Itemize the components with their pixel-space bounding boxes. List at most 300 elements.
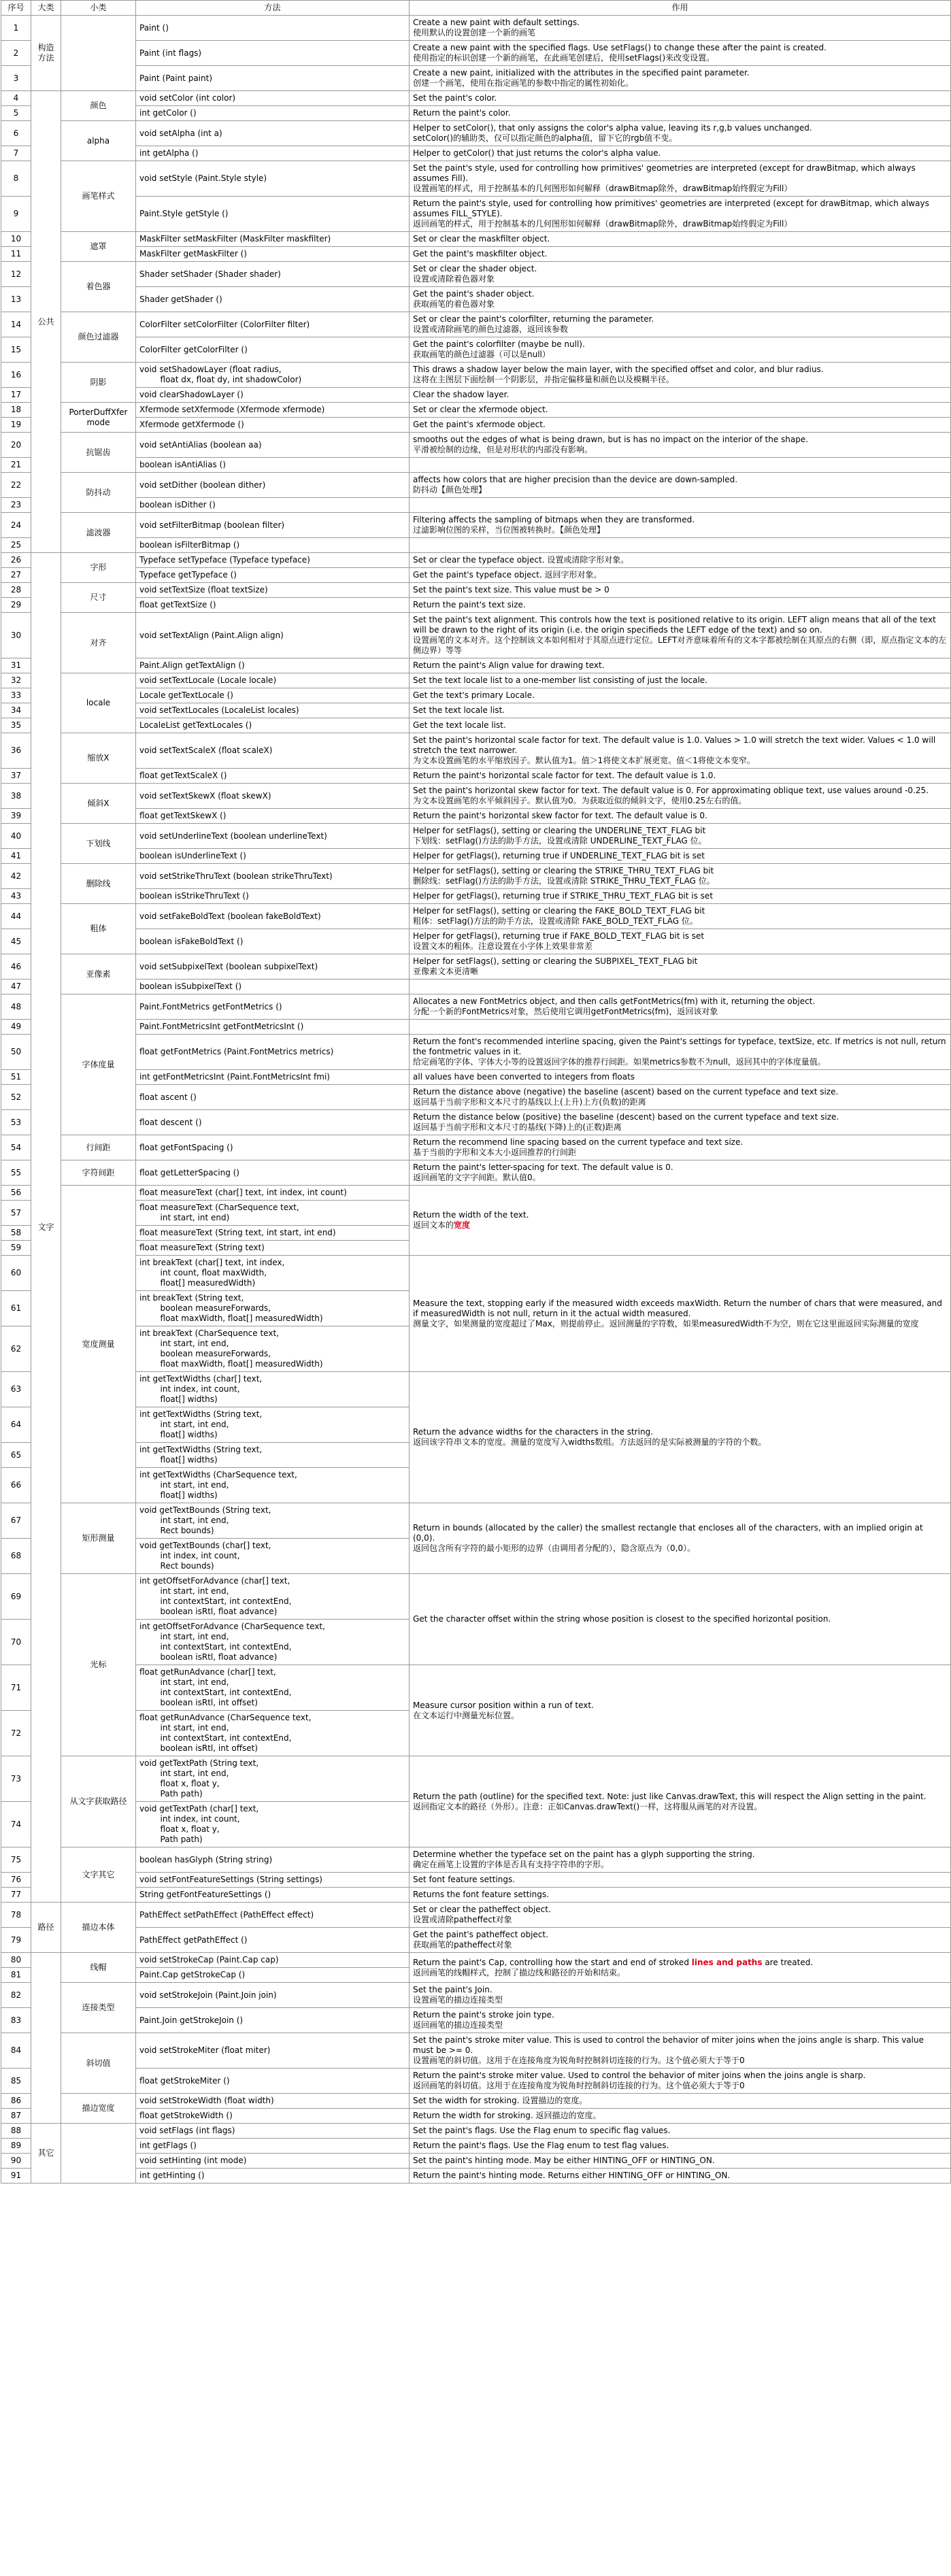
row-number: 60 — [1, 1256, 31, 1291]
row-number: 17 — [1, 388, 31, 403]
row-number: 38 — [1, 784, 31, 809]
table-row — [1, 458, 951, 473]
table-row — [1, 718, 951, 733]
method-signature: void setFlags (int flags) — [136, 2124, 410, 2139]
method-signature: float getStrokeMiter () — [136, 2069, 410, 2094]
subcategory-cell: 字体度量 — [61, 994, 136, 1135]
paint-api-table — [1, 0, 950, 2184]
row-number: 4 — [1, 91, 31, 106]
table-row — [1, 2094, 951, 2109]
row-number: 34 — [1, 703, 31, 718]
table-row — [1, 1953, 951, 1968]
method-signature: float ascent () — [136, 1085, 410, 1110]
method-signature: void getTextPath (String text, int start, int end, float x, float y, Path path) — [136, 1756, 410, 1802]
description-text: Return the width of the text. 返回文本的 — [413, 1210, 529, 1230]
table-row — [1, 2069, 951, 2094]
row-number: 63 — [1, 1372, 31, 1407]
row-number: 70 — [1, 1620, 31, 1665]
table-row — [1, 1110, 951, 1135]
method-signature: int getColor () — [136, 106, 410, 121]
description-cell — [410, 1953, 951, 1983]
description-cell — [410, 1020, 951, 1035]
highlighted-text: 宽度 — [454, 1220, 471, 1230]
description-cell: Helper for setFlags(), setting or clearing the STRIKE_THRU_TEXT_FLAG bit 删除线：setFlag()方法的助手方法，设置或清除 STRIKE_THRU_TEXT_FLAG 位。 — [410, 864, 951, 889]
subcategory-cell: 斜切值 — [61, 2033, 136, 2094]
subcategory-cell: 滤波器 — [61, 513, 136, 553]
method-signature: Locale getTextLocale () — [136, 688, 410, 703]
method-signature: int getTextWidths (CharSequence text, int start, int end, float[] widths) — [136, 1468, 410, 1503]
description-cell: Helper for setFlags(), setting or clearing the SUBPIXEL_TEXT_FLAG bit 亚像素文本更清晰 — [410, 954, 951, 980]
method-signature: void setStrokeCap (Paint.Cap cap) — [136, 1953, 410, 1968]
subcategory-cell: 从文字获取路径 — [61, 1756, 136, 1847]
description-cell: Create a new paint, initialized with the attributes in the specified paint parameter. 创建一个画笔，使用在指定画笔的参数中指定的属性初始化。 — [410, 66, 951, 91]
row-number: 78 — [1, 1903, 31, 1928]
table-row — [1, 247, 951, 262]
table-row — [1, 106, 951, 121]
description-cell: Return the paint's horizontal skew factor for text. The default value is 0. — [410, 809, 951, 824]
description-cell: Set the text locale list to a one-member list consisting of just the locale. — [410, 673, 951, 688]
description-cell: Filtering affects the sampling of bitmaps when they are transformed. 过滤影响位图的采样，当位图被转换时。【颜色处理】 — [410, 513, 951, 538]
table-row — [1, 1756, 951, 1802]
description-cell: Create a new paint with the specified flags. Use setFlags() to change these after the paint is created. 使用指定的标识创建一个新的画笔，在此画笔创建后，使用setFlags()来改变设置。 — [410, 41, 951, 66]
method-signature: Shader getShader () — [136, 287, 410, 312]
method-signature: int breakText (CharSequence text, int start, int end, boolean measureForwards, float maxWidth, float[] measuredWidth) — [136, 1326, 410, 1372]
row-number: 81 — [1, 1968, 31, 1983]
row-number: 89 — [1, 2139, 31, 2154]
highlighted-text: lines and paths — [691, 1957, 763, 1967]
method-signature: Xfermode getXfermode () — [136, 418, 410, 433]
table-row — [1, 583, 951, 598]
table-row — [1, 688, 951, 703]
row-number: 74 — [1, 1802, 31, 1847]
description-cell: Helper for setFlags(), setting or clearing the FAKE_BOLD_TEXT_FLAG bit 粗体：setFlag()方法的助手方法，设置或清除 FAKE_BOLD_TEXT_FLAG 位。 — [410, 904, 951, 929]
description-cell: Return the paint's Align value for drawing text. — [410, 658, 951, 673]
description-cell: smooths out the edges of what is being drawn, but is has no impact on the interior of the shape. 平滑被绘制的边缘，但是对形状的内部没有影响。 — [410, 433, 951, 458]
method-signature: void setTextSkewX (float skewX) — [136, 784, 410, 809]
method-signature: float getRunAdvance (CharSequence text, int start, int end, int contextStart, int contextEnd, boolean isRtl, int offset) — [136, 1711, 410, 1756]
row-number: 86 — [1, 2094, 31, 2109]
row-number: 3 — [1, 66, 31, 91]
row-number: 13 — [1, 287, 31, 312]
row-number: 46 — [1, 954, 31, 980]
method-signature: Paint (int flags) — [136, 41, 410, 66]
table-row — [1, 994, 951, 1020]
description-cell: Set the width for stroking. 设置描边的宽度。 — [410, 2094, 951, 2109]
method-signature: float getRunAdvance (char[] text, int start, int end, int contextStart, int contextEnd, boolean isRtl, int offset) — [136, 1665, 410, 1711]
table-row — [1, 568, 951, 583]
method-signature: PathEffect getPathEffect () — [136, 1928, 410, 1953]
row-number: 23 — [1, 498, 31, 513]
row-number: 11 — [1, 247, 31, 262]
description-cell: Get the paint's colorfilter (maybe be null). 获取画笔的颜色过滤器（可以是null） — [410, 337, 951, 363]
row-number: 68 — [1, 1539, 31, 1574]
description-cell — [410, 1186, 951, 1256]
subcategory-cell: 画笔样式 — [61, 161, 136, 232]
row-number: 18 — [1, 403, 31, 418]
table-row — [1, 598, 951, 613]
subcategory-cell: 抗锯齿 — [61, 433, 136, 473]
method-signature: float descent () — [136, 1110, 410, 1135]
method-signature: Typeface getTypeface () — [136, 568, 410, 583]
description-cell: Return the recommend line spacing based on the current typeface and text size. 基于当前的字形和文本大小返回推荐的行间距 — [410, 1135, 951, 1160]
method-signature: Paint (Paint paint) — [136, 66, 410, 91]
subcategory-cell: 文字其它 — [61, 1847, 136, 1903]
description-cell: Return the distance below (positive) the baseline (descent) based on the current typeface and text size. 返回基于当前字形和文本尺寸的基线(下降)上的(正数)距离 — [410, 1110, 951, 1135]
row-number: 25 — [1, 538, 31, 553]
row-number: 39 — [1, 809, 31, 824]
description-cell: Get the paint's typeface object. 返回字形对象。 — [410, 568, 951, 583]
method-signature: Paint.Style getStyle () — [136, 197, 410, 232]
subcategory-cell: 行间距 — [61, 1135, 136, 1160]
subcategory-cell — [61, 2124, 136, 2184]
category-cell: 其它 — [31, 2124, 61, 2184]
row-number: 6 — [1, 121, 31, 146]
subcategory-cell: locale — [61, 673, 136, 733]
subcategory-cell: 宽度测量 — [61, 1186, 136, 1503]
description-cell: Set the paint's Join. 设置画笔的描边连接类型 — [410, 1983, 951, 2008]
row-number: 54 — [1, 1135, 31, 1160]
method-signature: float getFontMetrics (Paint.FontMetrics metrics) — [136, 1035, 410, 1070]
table-row — [1, 388, 951, 403]
description-cell: Return the paint's letter-spacing for text. The default value is 0. 返回画笔的文字字间距。默认值0。 — [410, 1160, 951, 1186]
method-signature: MaskFilter getMaskFilter () — [136, 247, 410, 262]
row-number: 9 — [1, 197, 31, 232]
header-category: 大类 — [31, 1, 61, 16]
row-number: 30 — [1, 613, 31, 658]
method-signature: void setTextAlign (Paint.Align align) — [136, 613, 410, 658]
row-number: 24 — [1, 513, 31, 538]
table-row — [1, 363, 951, 388]
row-number: 90 — [1, 2154, 31, 2169]
table-row — [1, 1070, 951, 1085]
method-signature: PathEffect setPathEffect (PathEffect effect) — [136, 1903, 410, 1928]
table-row — [1, 1873, 951, 1888]
subcategory-cell: 光标 — [61, 1574, 136, 1756]
row-number: 28 — [1, 583, 31, 598]
row-number: 19 — [1, 418, 31, 433]
row-number: 29 — [1, 598, 31, 613]
table-row — [1, 418, 951, 433]
description-cell: Set the paint's text size. This value must be > 0 — [410, 583, 951, 598]
table-row — [1, 733, 951, 769]
table-row — [1, 849, 951, 864]
table-row — [1, 2139, 951, 2154]
description-cell: Return the paint's text size. — [410, 598, 951, 613]
description-cell: Return the paint's style, used for controlling how primitives' geometries are interpreted (except for drawBitmap, which always assumes FILL_STYLE). 返回画笔的样式，用于控制基本的几何图形如何解释（drawBitmap除外，drawBitmap始终假定为Fill） — [410, 197, 951, 232]
table-row — [1, 2169, 951, 2184]
table-row — [1, 2033, 951, 2069]
row-number: 61 — [1, 1291, 31, 1326]
description-cell: Set or clear the shader object. 设置或清除着色器对象 — [410, 262, 951, 287]
subcategory-cell: 下划线 — [61, 824, 136, 864]
table-row — [1, 1665, 951, 1711]
method-signature: float measureText (String text, int start, int end) — [136, 1226, 410, 1241]
category-cell: 路径 — [31, 1903, 61, 1953]
category-cell — [31, 1953, 61, 2124]
method-signature: Paint.Cap getStrokeCap () — [136, 1968, 410, 1983]
table-row — [1, 146, 951, 161]
description-text: Measure the text, stopping early if the measured width exceeds maxWidth. Return the number of chars that were measured, and if measuredWidth is not null, return in it the actual width measured. 测量文字，如果测量的宽度超过了Max，则提前停止。返回测量的字符数，如果measuredWidth不为空，则在它这里面返回实际测量的宽度 — [413, 1298, 942, 1328]
method-signature: void setStyle (Paint.Style style) — [136, 161, 410, 197]
subcategory-cell: 亚像素 — [61, 954, 136, 994]
table-row — [1, 769, 951, 784]
method-signature: float getLetterSpacing () — [136, 1160, 410, 1186]
description-cell: Get the text's primary Locale. — [410, 688, 951, 703]
table-row — [1, 864, 951, 889]
method-signature: boolean isAntiAlias () — [136, 458, 410, 473]
table-row — [1, 980, 951, 994]
subcategory-cell: 防抖动 — [61, 473, 136, 513]
header-description: 作用 — [410, 1, 951, 16]
description-cell: Return the paint's hinting mode. Returns either HINTING_OFF or HINTING_ON. — [410, 2169, 951, 2184]
method-table — [1, 0, 951, 2184]
description-cell: Get the text locale list. — [410, 718, 951, 733]
subcategory-cell: 描边宽度 — [61, 2094, 136, 2124]
description-cell — [410, 1503, 951, 1574]
method-signature: boolean isFilterBitmap () — [136, 538, 410, 553]
table-row — [1, 2124, 951, 2139]
row-number: 52 — [1, 1085, 31, 1110]
description-cell: Helper for getFlags(), returning true if FAKE_BOLD_TEXT_FLAG bit is set 设置文本的粗体。注意设置在小字体上效果非常差 — [410, 929, 951, 954]
row-number: 79 — [1, 1928, 31, 1953]
row-number: 14 — [1, 312, 31, 337]
row-number: 43 — [1, 889, 31, 904]
method-signature: void getTextPath (char[] text, int index, int count, float x, float y, Path path) — [136, 1802, 410, 1847]
method-signature: float measureText (char[] text, int index, int count) — [136, 1186, 410, 1201]
subcategory-cell: 尺寸 — [61, 583, 136, 613]
description-cell: Set the paint's horizontal skew factor for text. The default value is 0. For approximating oblique text, use values around -0.25. 为文本设置画笔的水平倾斜因子。默认值为0。为获取近似的倾斜文字，使用0.25左右的值。 — [410, 784, 951, 809]
row-number: 42 — [1, 864, 31, 889]
row-number: 75 — [1, 1847, 31, 1873]
method-signature: float measureText (String text) — [136, 1241, 410, 1256]
table-row — [1, 613, 951, 658]
table-row — [1, 1574, 951, 1620]
description-cell: Set or clear the typeface object. 设置或清除字形对象。 — [410, 553, 951, 568]
row-number: 21 — [1, 458, 31, 473]
category-cell: 公共 — [31, 91, 61, 553]
method-signature: void setDither (boolean dither) — [136, 473, 410, 498]
row-number: 26 — [1, 553, 31, 568]
subcategory-cell: PorterDuffXfer mode — [61, 403, 136, 433]
method-signature: boolean isDither () — [136, 498, 410, 513]
description-cell: Set the paint's style, used for controlling how primitives' geometries are interpreted (except for drawBitmap, which always assumes Fill). 设置画笔的样式，用于控制基本的几何图形如何解释（drawBitmap除外，drawBitmap始终假定为Fill） — [410, 161, 951, 197]
method-signature: void setSubpixelText (boolean subpixelText) — [136, 954, 410, 980]
method-signature: int breakText (char[] text, int index, int count, float maxWidth, float[] measuredWidth) — [136, 1256, 410, 1291]
table-row — [1, 262, 951, 287]
row-number: 88 — [1, 2124, 31, 2139]
table-row — [1, 904, 951, 929]
description-cell: Helper for getFlags(), returning true if STRIKE_THRU_TEXT_FLAG bit is set — [410, 889, 951, 904]
description-cell: Set the paint's text alignment. This controls how the text is positioned relative to its origin. LEFT align means that all of the text will be drawn to the right of its origin (i.e. the origin specifieds the LEFT edge of the text) and so on. 设置画笔的文本对齐。这个控制该文本如何相对于其原点进行定位。LEFT对齐意味着所有的文本字都被绘制在其原点的右侧（即，原点指定文本的左侧边界）等等 — [410, 613, 951, 658]
row-number: 33 — [1, 688, 31, 703]
table-row — [1, 1372, 951, 1407]
description-cell — [410, 1372, 951, 1503]
table-row — [1, 1160, 951, 1186]
subcategory-cell: 线帽 — [61, 1953, 136, 1983]
row-number: 91 — [1, 2169, 31, 2184]
subcategory-cell: 字符间距 — [61, 1160, 136, 1186]
table-header-row — [1, 1, 951, 16]
row-number: 36 — [1, 733, 31, 769]
table-row — [1, 2109, 951, 2124]
method-signature: Paint.FontMetrics getFontMetrics () — [136, 994, 410, 1020]
table-row — [1, 824, 951, 849]
method-signature: Paint.Align getTextAlign () — [136, 658, 410, 673]
description-cell: Set the paint's hinting mode. May be either HINTING_OFF or HINTING_ON. — [410, 2154, 951, 2169]
row-number: 80 — [1, 1953, 31, 1968]
row-number: 62 — [1, 1326, 31, 1372]
row-number: 5 — [1, 106, 31, 121]
row-number: 66 — [1, 1468, 31, 1503]
table-row — [1, 1503, 951, 1539]
category-cell: 构造方法 — [31, 16, 61, 91]
method-signature: boolean isSubpixelText () — [136, 980, 410, 994]
method-signature: float getTextScaleX () — [136, 769, 410, 784]
description-cell: Return the distance above (negative) the baseline (ascent) based on the current typeface and text size. 返回基于当前字形和文本尺寸的基线以上(上升)上方(负数)的距离 — [410, 1085, 951, 1110]
row-number: 57 — [1, 1201, 31, 1226]
table-row — [1, 287, 951, 312]
table-row — [1, 784, 951, 809]
method-signature: int getTextWidths (String text, int start, int end, float[] widths) — [136, 1407, 410, 1443]
description-cell: Set or clear the maskfilter object. — [410, 232, 951, 247]
description-cell: Set the paint's stroke miter value. This is used to control the behavior of miter joins when the joins angle is sharp. This value must be >= 0. 设置画笔的斜切值。这用于在连接角度为锐角时控制斜切连接的行为。这个值必须大于等于0 — [410, 2033, 951, 2069]
description-cell — [410, 1756, 951, 1847]
description-cell — [410, 538, 951, 553]
method-signature: void setAlpha (int a) — [136, 121, 410, 146]
method-signature: float measureText (CharSequence text, int start, int end) — [136, 1201, 410, 1226]
description-cell: Return the font's recommended interline spacing, given the Paint's settings for typeface, textSize, etc. If metrics is not null, return the fontmetric values in it. 给定画笔的字体、字体大小等的设置返回字体的推荐行间距。如果metrics参数不为null，返回其中的字体度量值。 — [410, 1035, 951, 1070]
description-cell: Returns the font feature settings. — [410, 1888, 951, 1903]
row-number: 48 — [1, 994, 31, 1020]
table-row — [1, 41, 951, 66]
method-signature: float getFontSpacing () — [136, 1135, 410, 1160]
table-row — [1, 1903, 951, 1928]
method-signature: ColorFilter getColorFilter () — [136, 337, 410, 363]
description-cell: Determine whether the typeface set on the paint has a glyph supporting the string. 确定在画笔上设置的字体是否具有支持字符串的字形。 — [410, 1847, 951, 1873]
row-number: 85 — [1, 2069, 31, 2094]
method-signature: String getFontFeatureSettings () — [136, 1888, 410, 1903]
method-signature: float getStrokeWidth () — [136, 2109, 410, 2124]
method-signature: int getTextWidths (String text, float[] widths) — [136, 1443, 410, 1468]
description-text-tail: are treated. 返回画笔的线帽样式，控制了描边线和路径的开始和结束。 — [413, 1957, 814, 1977]
table-row — [1, 2154, 951, 2169]
method-signature: Shader setShader (Shader shader) — [136, 262, 410, 287]
table-row — [1, 1085, 951, 1110]
method-signature: void setShadowLayer (float radius, float dx, float dy, int shadowColor) — [136, 363, 410, 388]
method-signature: Paint.FontMetricsInt getFontMetricsInt () — [136, 1020, 410, 1035]
description-cell: Get the paint's xfermode object. — [410, 418, 951, 433]
table-row — [1, 2008, 951, 2033]
table-row — [1, 1256, 951, 1291]
row-number: 27 — [1, 568, 31, 583]
method-signature: void setFontFeatureSettings (String settings) — [136, 1873, 410, 1888]
row-number: 84 — [1, 2033, 31, 2069]
method-signature: int breakText (String text, boolean measureForwards, float maxWidth, float[] measuredWidth) — [136, 1291, 410, 1326]
table-row — [1, 1847, 951, 1873]
row-number: 44 — [1, 904, 31, 929]
row-number: 7 — [1, 146, 31, 161]
description-text: Measure cursor position within a run of text. 在文本运行中测量光标位置。 — [413, 1700, 594, 1720]
description-cell: Helper to setColor(), that only assigns the color's alpha value, leaving its r,g,b values unchanged. setColor()的辅助类，仅可以指定颜色的alpha值，留下它的rgb值不变。 — [410, 121, 951, 146]
subcategory-cell: 倾斜X — [61, 784, 136, 824]
description-cell — [410, 458, 951, 473]
table-row — [1, 1983, 951, 2008]
method-signature: void setUnderlineText (boolean underlineText) — [136, 824, 410, 849]
table-row — [1, 553, 951, 568]
row-number: 53 — [1, 1110, 31, 1135]
method-signature: void setTextScaleX (float scaleX) — [136, 733, 410, 769]
row-number: 41 — [1, 849, 31, 864]
row-number: 22 — [1, 473, 31, 498]
header-no: 序号 — [1, 1, 31, 16]
table-row — [1, 312, 951, 337]
description-cell: all values have been converted to integers from floats — [410, 1070, 951, 1085]
row-number: 8 — [1, 161, 31, 197]
row-number: 50 — [1, 1035, 31, 1070]
row-number: 10 — [1, 232, 31, 247]
table-row — [1, 232, 951, 247]
description-text: Get the character offset within the string whose position is closest to the specified horizontal position. — [413, 1614, 831, 1624]
row-number: 55 — [1, 1160, 31, 1186]
table-row — [1, 513, 951, 538]
table-row — [1, 1186, 951, 1201]
row-number: 87 — [1, 2109, 31, 2124]
subcategory-cell: 连接类型 — [61, 1983, 136, 2033]
table-row — [1, 1928, 951, 1953]
description-cell: Get the paint's maskfilter object. — [410, 247, 951, 262]
row-number: 72 — [1, 1711, 31, 1756]
method-signature: int getFlags () — [136, 2139, 410, 2154]
description-cell: This draws a shadow layer below the main layer, with the specified offset and color, and blur radius. 这将在主图层下面绘制一个阴影层，并指定偏移量和颜色以及模糊半径。 — [410, 363, 951, 388]
subcategory-cell: 粗体 — [61, 904, 136, 954]
table-row — [1, 433, 951, 458]
subcategory-cell: 删除线 — [61, 864, 136, 904]
subcategory-cell: 缩放X — [61, 733, 136, 784]
header-subcategory: 小类 — [61, 1, 136, 16]
table-row — [1, 498, 951, 513]
table-row — [1, 1035, 951, 1070]
subcategory-cell: 矩形测量 — [61, 1503, 136, 1574]
method-signature: void setStrikeThruText (boolean strikeThruText) — [136, 864, 410, 889]
description-cell: Get the paint's patheffect object. 获取画笔的patheffect对象 — [410, 1928, 951, 1953]
description-cell: Return the paint's flags. Use the Flag enum to test flag values. — [410, 2139, 951, 2154]
row-number: 59 — [1, 1241, 31, 1256]
row-number: 51 — [1, 1070, 31, 1085]
table-row — [1, 703, 951, 718]
row-number: 40 — [1, 824, 31, 849]
description-cell — [410, 1574, 951, 1665]
description-cell: Clear the shadow layer. — [410, 388, 951, 403]
description-cell: Set or clear the patheffect object. 设置或清除patheffect对象 — [410, 1903, 951, 1928]
table-row — [1, 538, 951, 553]
subcategory-cell: alpha — [61, 121, 136, 161]
header-method: 方法 — [136, 1, 410, 16]
table-row — [1, 66, 951, 91]
table-row — [1, 673, 951, 688]
table-row — [1, 121, 951, 146]
description-cell: Set or clear the paint's colorfilter, returning the parameter. 设置或清除画笔的颜色过滤器，返回该参数 — [410, 312, 951, 337]
table-row — [1, 403, 951, 418]
description-cell: Set font feature settings. — [410, 1873, 951, 1888]
table-row — [1, 1020, 951, 1035]
method-signature: void setAntiAlias (boolean aa) — [136, 433, 410, 458]
row-number: 31 — [1, 658, 31, 673]
method-signature: void setFilterBitmap (boolean filter) — [136, 513, 410, 538]
description-cell: Return the paint's color. — [410, 106, 951, 121]
table-row — [1, 337, 951, 363]
subcategory-cell: 颜色 — [61, 91, 136, 121]
table-row — [1, 161, 951, 197]
